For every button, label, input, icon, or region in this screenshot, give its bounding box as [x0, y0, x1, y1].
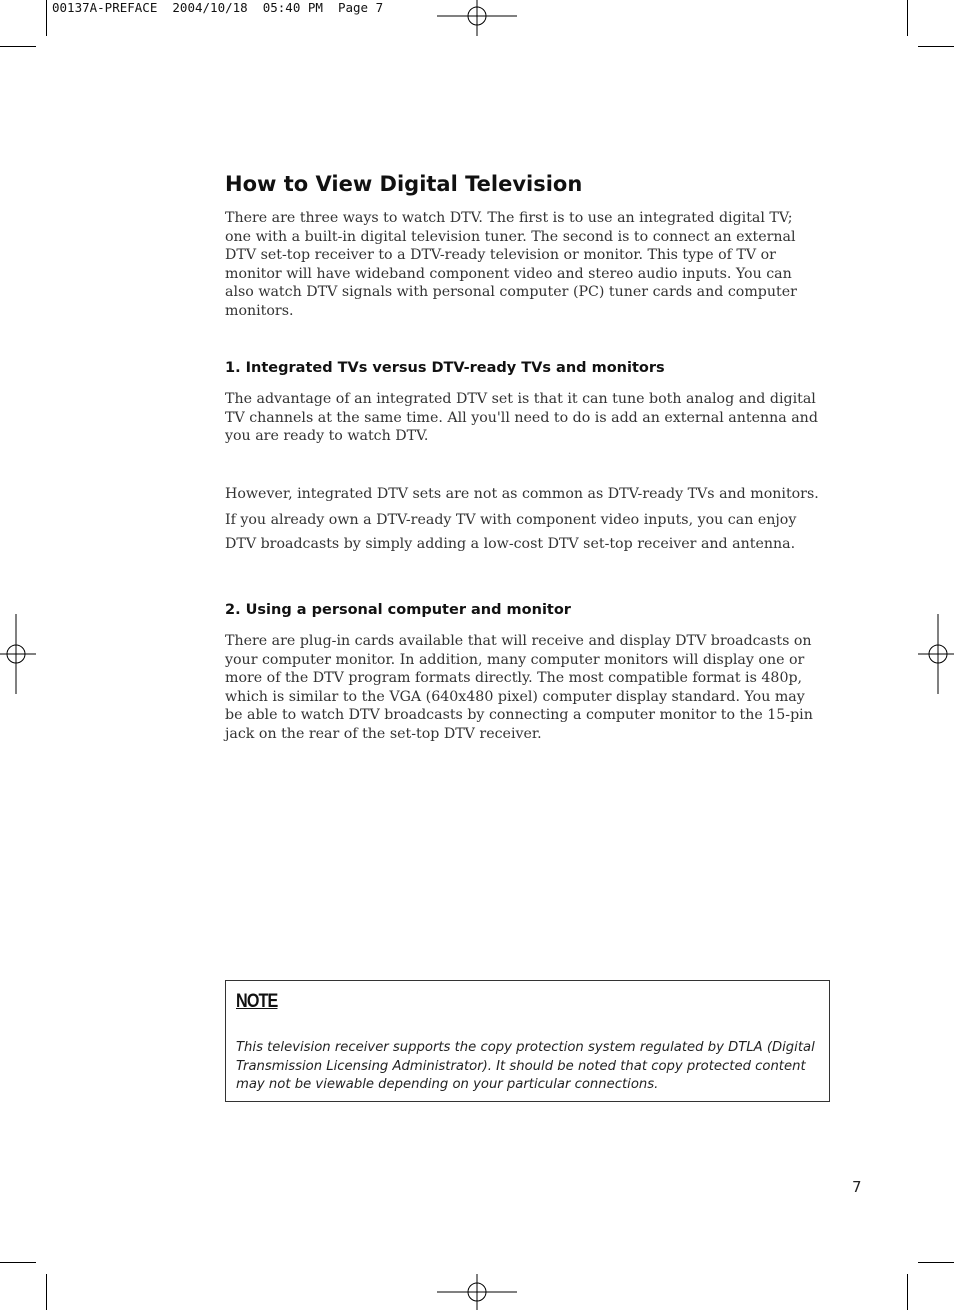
page-number: 7 — [852, 1178, 862, 1196]
crop-mark-bottom-left-h — [0, 1262, 36, 1263]
crop-mark-top-left-h — [0, 46, 36, 47]
crop-mark-bottom-right-h — [918, 1262, 954, 1263]
crop-mark-bottom-left-v — [46, 1274, 47, 1310]
page-title: How to View Digital Television — [225, 172, 583, 196]
section-1-paragraph-2-line-1: However, integrated DTV sets are not as common as DTV-ready TVs and monitors. — [225, 486, 819, 502]
note-title: NOTE — [236, 991, 278, 1012]
print-slug-line: 00137A-PREFACE 2004/10/18 05:40 PM Page 7 — [52, 0, 384, 15]
crop-mark-top-right-v — [907, 0, 908, 36]
section-2-heading: 2. Using a personal computer and monitor — [225, 602, 571, 618]
section-2-paragraph: There are plug-in cards available that will receive and display DTV broadcasts on your computer monitor. In addition, many computer monitors will display one or more of the DTV program formats directly. The most compatible format is 480p, which is similar to the VGA (640x480 pixel) computer display standard. You may be able to watch DTV broadcasts by connecting a computer monitor to the 15-pin jack on the rear of the set-top DTV receiver. — [225, 633, 813, 742]
crop-mark-top-right-h — [918, 46, 954, 47]
crop-mark-bottom-right-v — [907, 1274, 908, 1310]
intro-paragraph: There are three ways to watch DTV. The first is to use an integrated digital TV; one with a built-in digital television tuner. The second is to connect an external DTV set-top receiver to a DTV-ready television or monitor. This type of TV or monitor will have wideband component video and stereo audio inputs. You can also watch DTV signals with personal computer (PC) tuner cards and computer monitors. — [225, 210, 797, 319]
section-1-heading: 1. Integrated TVs versus DTV-ready TVs and monitors — [225, 360, 665, 376]
note-text: This television receiver supports the copy protection system regulated by DTLA (Digital Transmission Licensing Administrator). It should be noted that copy protected content may not be viewable depending on your particular connections. — [236, 1040, 815, 1092]
crop-mark-top-left-v — [46, 0, 47, 36]
registration-mark-left-icon — [0, 614, 36, 694]
registration-mark-bottom-icon — [437, 1274, 517, 1310]
section-1-paragraph-1: The advantage of an integrated DTV set is that it can tune both analog and digital TV channels at the same time. All you'll need to do is add an external antenna and you are ready to watch DTV. — [225, 391, 818, 444]
registration-mark-top-icon — [437, 0, 517, 36]
registration-mark-right-icon — [918, 614, 954, 694]
section-1-paragraph-2-line-2: If you already own a DTV-ready TV with component video inputs, you can enjoy DTV broadcasts by simply adding a low-cost DTV set-top receiver and antenna. — [225, 512, 797, 552]
note-box — [225, 980, 830, 1102]
